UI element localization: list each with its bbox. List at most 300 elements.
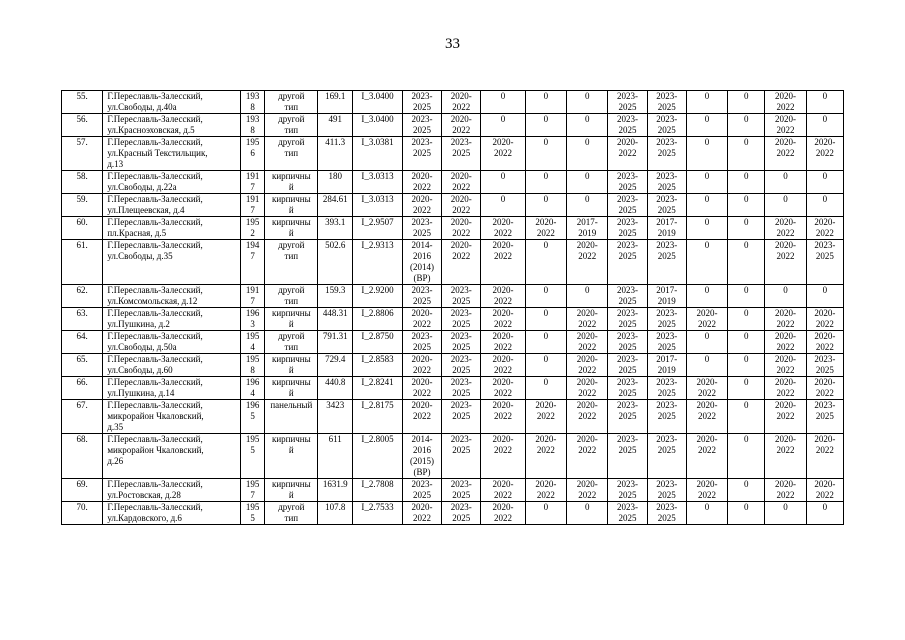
row-number-text: 69.: [76, 479, 88, 489]
year-built-cell: [240, 217, 265, 240]
work-period-text: 2023- 2025: [411, 137, 433, 158]
work-period-cell-c3: [481, 114, 525, 137]
work-period-cell-c1: [402, 434, 441, 479]
work-period-text: 2020- 2022: [450, 240, 472, 261]
work-period-cell-c4: [525, 194, 566, 217]
work-period-cell-c3: [481, 137, 525, 171]
work-period-cell-c5: [567, 137, 608, 171]
work-period-text: 0: [543, 377, 549, 387]
address-cell: [103, 171, 240, 194]
work-period-text: 0: [704, 137, 710, 147]
work-period-text: 2023- 2025: [656, 114, 678, 135]
work-period-cell-c7: [647, 240, 686, 285]
year-built-cell-text: 195 7: [245, 479, 260, 500]
index-cell: [353, 91, 403, 114]
work-period-text: 2020- 2022: [492, 434, 514, 455]
year-built-cell: [240, 308, 265, 331]
work-period-text: 2020- 2022: [814, 137, 836, 158]
table-row: [62, 137, 844, 171]
address-cell: [103, 285, 240, 308]
table-row: [62, 285, 844, 308]
work-period-cell-c8: [686, 137, 727, 171]
work-period-text: 2023- 2025: [656, 502, 678, 523]
work-period-cell-c4: [525, 240, 566, 285]
work-period-text: 0: [584, 171, 590, 181]
work-period-cell-c4: [525, 137, 566, 171]
address-cell-text: Г.Переславль-Залесский, ул.Красный Текстильщик, д.13: [107, 137, 208, 169]
wall-material-cell: [265, 285, 318, 308]
work-period-cell-c9: [728, 502, 765, 525]
work-period-text: 2020- 2022: [696, 400, 718, 421]
work-period-cell-c11: [806, 194, 843, 217]
year-built-cell: [240, 194, 265, 217]
wall-material-cell-text: кирпичны й: [271, 171, 311, 192]
work-period-cell-c4: [525, 377, 566, 400]
area-cell-text: 611: [328, 434, 342, 444]
index-cell: [353, 114, 403, 137]
work-period-text: 2020- 2022: [492, 285, 514, 306]
work-period-cell-c8: [686, 354, 727, 377]
work-period-cell-c3: [481, 377, 525, 400]
work-period-text: 0: [584, 285, 590, 295]
index-cell: [353, 308, 403, 331]
work-period-cell-c3: [481, 194, 525, 217]
work-period-cell-c3: [481, 171, 525, 194]
work-period-cell-c11: [806, 400, 843, 434]
work-period-text: 2023- 2025: [814, 400, 836, 421]
work-period-cell-c4: [525, 434, 566, 479]
row-number: [62, 114, 103, 137]
row-number-text: 59.: [76, 194, 88, 204]
row-number: [62, 354, 103, 377]
work-period-cell-c9: [728, 91, 765, 114]
year-built-cell: [240, 240, 265, 285]
area-cell-text: 393.1: [325, 217, 346, 227]
wall-material-cell-text: кирпичны й: [271, 434, 311, 455]
work-period-cell-c7: [647, 479, 686, 502]
area-cell: [318, 331, 353, 354]
work-period-cell-c3: [481, 354, 525, 377]
work-period-text: 2020- 2022: [775, 240, 797, 261]
address-cell: [103, 434, 240, 479]
work-period-text: 0: [543, 354, 549, 364]
work-period-cell-c6: [608, 217, 647, 240]
work-period-cell-c1: [402, 308, 441, 331]
work-period-cell-c4: [525, 308, 566, 331]
work-period-text: 2020- 2022: [411, 502, 433, 523]
work-period-text: 0: [543, 114, 549, 124]
work-period-cell-c7: [647, 217, 686, 240]
index-cell-text: I_2.9200: [361, 285, 394, 295]
address-cell-text: Г.Переславль-Залесский, ул.Свободы, д.60: [107, 354, 203, 375]
work-period-cell-c6: [608, 285, 647, 308]
work-period-text: 0: [744, 137, 749, 147]
table-row: [62, 400, 844, 434]
table-row: [62, 217, 844, 240]
address-cell-text: Г.Переславль-Залесский, ул.Пушкина, д.2: [107, 308, 203, 329]
work-period-cell-c10: [765, 434, 806, 479]
table-row: [62, 502, 844, 525]
work-period-cell-c11: [806, 479, 843, 502]
work-period-text: 0: [543, 502, 549, 512]
work-period-text: 2023- 2025: [411, 114, 433, 135]
work-period-text: 2020- 2022: [535, 479, 557, 500]
work-period-cell-c2: [442, 479, 481, 502]
row-number: [62, 400, 103, 434]
address-cell: [103, 377, 240, 400]
work-period-text: 0: [822, 91, 828, 101]
work-period-cell-c1: [402, 400, 441, 434]
work-period-cell-c2: [442, 171, 481, 194]
area-cell-text: 159.3: [325, 285, 346, 295]
table-body: [62, 91, 844, 525]
work-period-text: 0: [543, 137, 549, 147]
work-period-cell-c3: [481, 240, 525, 285]
work-period-text: 0: [704, 171, 710, 181]
work-period-cell-c2: [442, 502, 481, 525]
row-number-text: 55.: [76, 91, 88, 101]
wall-material-cell: [265, 479, 318, 502]
work-period-text: 0: [543, 240, 549, 250]
work-period-text: 0: [822, 171, 828, 181]
work-period-cell-c7: [647, 377, 686, 400]
work-period-cell-c10: [765, 354, 806, 377]
work-period-cell-c6: [608, 434, 647, 479]
work-period-cell-c1: [402, 479, 441, 502]
work-period-cell-c9: [728, 240, 765, 285]
wall-material-cell: [265, 217, 318, 240]
row-number: [62, 91, 103, 114]
row-number: [62, 308, 103, 331]
row-number-text: 62.: [76, 285, 88, 295]
index-cell-text: I_2.8750: [361, 331, 394, 341]
work-period-cell-c6: [608, 331, 647, 354]
table-row: [62, 171, 844, 194]
work-period-text: 2020- 2022: [492, 377, 514, 398]
work-period-cell-c7: [647, 114, 686, 137]
work-period-cell-c8: [686, 171, 727, 194]
work-period-cell-c8: [686, 400, 727, 434]
area-cell: [318, 400, 353, 434]
work-period-cell-c8: [686, 285, 727, 308]
work-period-cell-c7: [647, 331, 686, 354]
work-period-text: 0: [744, 114, 749, 124]
index-cell: [353, 502, 403, 525]
work-period-cell-c1: [402, 171, 441, 194]
wall-material-cell: [265, 91, 318, 114]
work-period-text: 0: [744, 171, 749, 181]
work-period-text: 0: [704, 285, 710, 295]
work-period-cell-c9: [728, 434, 765, 479]
work-period-text: 0: [500, 114, 506, 124]
work-period-cell-c11: [806, 377, 843, 400]
wall-material-cell-text: другой тип: [278, 137, 305, 158]
index-cell-text: I_2.7533: [361, 502, 394, 512]
work-period-text: 2020- 2022: [576, 354, 598, 375]
wall-material-cell: [265, 502, 318, 525]
work-period-cell-c4: [525, 479, 566, 502]
work-period-text: 0: [744, 217, 749, 227]
work-period-text: 2020- 2022: [576, 479, 598, 500]
year-built-cell-text: 193 8: [245, 91, 260, 112]
work-period-text: 2014- 2016 (2015) (ВР): [409, 434, 434, 477]
work-period-cell-c8: [686, 114, 727, 137]
work-period-text: 2023- 2025: [450, 377, 472, 398]
area-cell-text: 729.4: [325, 354, 346, 364]
year-built-cell-text: 195 5: [245, 502, 260, 523]
work-period-text: 2020- 2022: [492, 240, 514, 261]
work-period-text: 2020- 2022: [576, 308, 598, 329]
work-period-text: 2023- 2025: [617, 502, 638, 523]
address-cell-text: Г.Переславль-Залесский, ул.Свободы, д.50а: [107, 331, 203, 352]
work-period-cell-c6: [608, 502, 647, 525]
work-period-text: 2020- 2022: [411, 308, 433, 329]
row-number: [62, 285, 103, 308]
row-number: [62, 434, 103, 479]
work-period-text: 2020- 2022: [411, 354, 433, 375]
work-period-cell-c9: [728, 217, 765, 240]
work-period-cell-c4: [525, 354, 566, 377]
work-period-text: 2020- 2022: [492, 308, 514, 329]
address-cell-text: Г.Переславль-Залесский, ул.Пушкина, д.14: [107, 377, 203, 398]
work-period-cell-c6: [608, 171, 647, 194]
work-period-text: 2020- 2022: [535, 434, 557, 455]
work-period-text: 0: [704, 502, 710, 512]
work-period-cell-c8: [686, 377, 727, 400]
work-period-cell-c11: [806, 137, 843, 171]
work-period-text: 2023- 2025: [450, 502, 472, 523]
index-cell-text: I_2.8175: [361, 400, 394, 410]
address-cell-text: Г.Переславль-Залесский, ул.Свободы, д.35: [107, 240, 203, 261]
work-period-text: 2023- 2025: [411, 285, 433, 306]
address-cell: [103, 400, 240, 434]
address-cell-text: Г.Переславль-Залесский, ул.Плещеевская, д.4: [107, 194, 203, 215]
work-period-text: 2017- 2019: [656, 354, 678, 375]
address-cell: [103, 91, 240, 114]
work-period-cell-c2: [442, 308, 481, 331]
work-period-text: 0: [783, 194, 788, 204]
work-period-text: 2020- 2022: [450, 171, 472, 192]
work-period-cell-c1: [402, 217, 441, 240]
work-period-text: 2020- 2022: [617, 137, 638, 158]
address-cell: [103, 217, 240, 240]
index-cell-text: I_2.9507: [361, 217, 394, 227]
wall-material-cell: [265, 240, 318, 285]
work-period-text: 2023- 2025: [617, 308, 638, 329]
work-period-cell-c7: [647, 354, 686, 377]
index-cell-text: I_2.9313: [361, 240, 394, 250]
index-cell: [353, 400, 403, 434]
work-period-cell-c3: [481, 400, 525, 434]
page-number: 33: [445, 36, 460, 52]
wall-material-cell-text: другой тип: [278, 91, 305, 112]
work-period-text: 0: [704, 331, 710, 341]
work-period-cell-c9: [728, 354, 765, 377]
wall-material-cell: [265, 354, 318, 377]
work-period-text: 2023- 2025: [656, 479, 678, 500]
table-row: [62, 354, 844, 377]
area-cell: [318, 171, 353, 194]
work-period-text: 0: [744, 240, 749, 250]
wall-material-cell-text: кирпичны й: [271, 194, 311, 215]
work-period-text: 2020- 2022: [814, 308, 836, 329]
work-period-text: 2020- 2022: [450, 217, 472, 238]
work-period-cell-c5: [567, 479, 608, 502]
work-period-text: 0: [704, 354, 710, 364]
work-period-cell-c10: [765, 479, 806, 502]
work-period-text: 2023- 2025: [617, 400, 638, 421]
work-period-text: 0: [744, 479, 749, 489]
year-built-cell: [240, 137, 265, 171]
work-period-text: 2020- 2022: [492, 502, 514, 523]
work-period-cell-c6: [608, 240, 647, 285]
row-number-text: 67.: [76, 400, 88, 410]
work-period-text: 2020- 2022: [576, 434, 598, 455]
area-cell: [318, 479, 353, 502]
work-period-text: 2023- 2025: [450, 400, 472, 421]
work-period-cell-c4: [525, 114, 566, 137]
index-cell: [353, 434, 403, 479]
work-period-cell-c2: [442, 377, 481, 400]
work-period-cell-c2: [442, 240, 481, 285]
work-period-text: 2023- 2025: [656, 194, 678, 215]
work-period-text: 2023- 2025: [617, 377, 638, 398]
address-cell-text: Г.Переславль-Залесский, микрорайон Чкаловский, д.35: [107, 400, 204, 432]
work-period-text: 2020- 2022: [492, 217, 514, 238]
year-built-cell-text: 194 7: [245, 240, 260, 261]
address-cell-text: Г.Переславль-Залесский, ул.Свободы, д.22а: [107, 171, 203, 192]
row-number: [62, 377, 103, 400]
work-period-cell-c4: [525, 217, 566, 240]
work-period-text: 0: [704, 194, 710, 204]
work-period-cell-c1: [402, 377, 441, 400]
work-period-cell-c7: [647, 91, 686, 114]
row-number: [62, 479, 103, 502]
work-period-text: 2023- 2025: [450, 479, 472, 500]
work-period-cell-c9: [728, 171, 765, 194]
row-number: [62, 137, 103, 171]
work-period-text: 2023- 2025: [656, 171, 678, 192]
work-period-text: 2023- 2025: [617, 331, 638, 352]
area-cell-text: 791.31: [322, 331, 348, 341]
work-period-text: 0: [783, 285, 788, 295]
address-cell-text: Г.Переславль-Залесский, ул.Комсомольская, д.12: [107, 285, 203, 306]
work-period-cell-c4: [525, 502, 566, 525]
work-period-text: 2020- 2022: [775, 114, 797, 135]
area-cell: [318, 217, 353, 240]
work-period-text: 0: [822, 114, 828, 124]
work-period-text: 0: [584, 137, 590, 147]
area-cell: [318, 434, 353, 479]
work-period-cell-c10: [765, 114, 806, 137]
work-period-cell-c5: [567, 331, 608, 354]
row-number: [62, 502, 103, 525]
area-cell: [318, 194, 353, 217]
work-period-text: 2020- 2022: [775, 377, 797, 398]
work-period-text: 2020- 2022: [411, 171, 433, 192]
work-period-cell-c2: [442, 194, 481, 217]
work-period-cell-c1: [402, 502, 441, 525]
work-period-cell-c8: [686, 91, 727, 114]
work-period-text: 2023- 2025: [656, 400, 678, 421]
housing-register-table: [61, 90, 844, 525]
work-period-cell-c2: [442, 114, 481, 137]
work-period-cell-c7: [647, 502, 686, 525]
work-period-text: 2020- 2022: [411, 377, 433, 398]
work-period-text: 2023- 2025: [617, 354, 638, 375]
index-cell-text: I_2.8806: [361, 308, 394, 318]
work-period-cell-c2: [442, 434, 481, 479]
work-period-cell-c11: [806, 308, 843, 331]
work-period-text: 2023- 2025: [450, 137, 472, 158]
year-built-cell-text: 191 7: [245, 285, 260, 306]
work-period-text: 0: [704, 114, 710, 124]
wall-material-cell: [265, 137, 318, 171]
work-period-text: 0: [543, 308, 549, 318]
work-period-text: 2023- 2025: [411, 479, 433, 500]
work-period-cell-c8: [686, 194, 727, 217]
work-period-cell-c8: [686, 308, 727, 331]
work-period-cell-c9: [728, 285, 765, 308]
work-period-text: 2020- 2022: [411, 194, 433, 215]
work-period-cell-c6: [608, 308, 647, 331]
work-period-text: 0: [543, 331, 549, 341]
index-cell-text: I_3.0313: [361, 194, 394, 204]
index-cell-text: I_3.0381: [361, 137, 394, 147]
work-period-cell-c2: [442, 331, 481, 354]
work-period-cell-c9: [728, 137, 765, 171]
area-cell-text: 491: [328, 114, 342, 124]
work-period-text: 2020- 2022: [411, 400, 433, 421]
index-cell: [353, 217, 403, 240]
work-period-text: 0: [744, 91, 749, 101]
work-period-text: 2023- 2025: [617, 479, 638, 500]
row-number-text: 60.: [76, 217, 88, 227]
work-period-cell-c5: [567, 194, 608, 217]
area-cell: [318, 502, 353, 525]
work-period-cell-c7: [647, 137, 686, 171]
wall-material-cell: [265, 114, 318, 137]
work-period-text: 0: [744, 354, 749, 364]
index-cell-text: I_2.7808: [361, 479, 394, 489]
work-period-text: 0: [822, 285, 828, 295]
work-period-cell-c6: [608, 114, 647, 137]
work-period-cell-c3: [481, 434, 525, 479]
work-period-cell-c5: [567, 400, 608, 434]
wall-material-cell-text: другой тип: [278, 114, 305, 135]
work-period-cell-c8: [686, 479, 727, 502]
work-period-cell-c3: [481, 217, 525, 240]
year-built-cell-text: 196 4: [245, 377, 260, 398]
work-period-cell-c6: [608, 377, 647, 400]
work-period-text: 0: [500, 171, 506, 181]
work-period-cell-c3: [481, 502, 525, 525]
index-cell-text: I_3.0400: [361, 114, 394, 124]
work-period-text: 2023- 2025: [450, 308, 472, 329]
work-period-cell-c1: [402, 331, 441, 354]
work-period-text: 2020- 2022: [492, 137, 514, 158]
work-period-text: 2023- 2025: [617, 217, 638, 238]
work-period-text: 2023- 2025: [656, 91, 678, 112]
table-row: [62, 240, 844, 285]
work-period-cell-c7: [647, 285, 686, 308]
work-period-cell-c11: [806, 331, 843, 354]
work-period-text: 2020- 2022: [814, 479, 836, 500]
work-period-cell-c10: [765, 217, 806, 240]
work-period-text: 2023- 2025: [814, 240, 836, 261]
year-built-cell-text: 195 5: [245, 434, 260, 455]
work-period-cell-c7: [647, 194, 686, 217]
